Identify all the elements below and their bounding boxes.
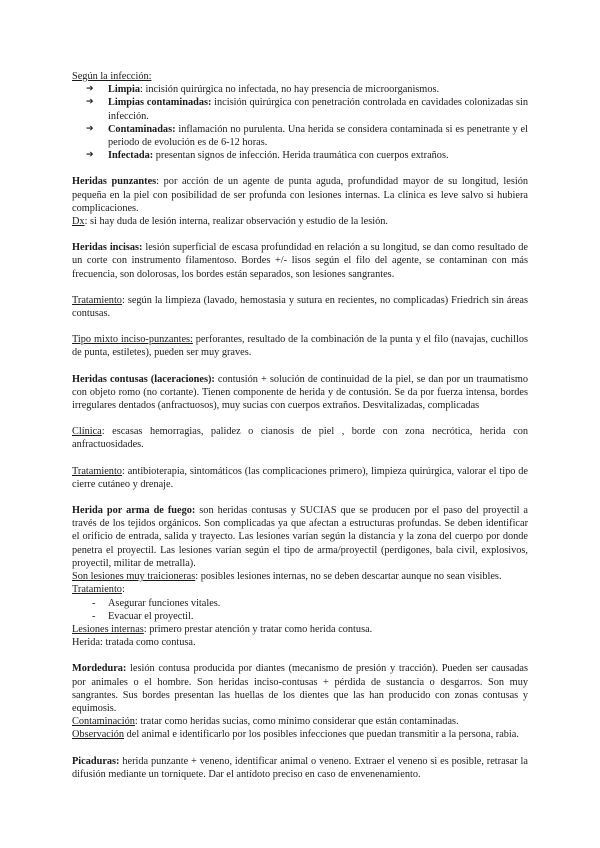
paragraph-incisas-tratamiento: Tratamiento: según la limpieza (lavado, hemostasia y sutura en recientes, no complicadas) Friedrich sin áreas contusas. [72,294,528,320]
paragraph-contaminacion: Contaminación: tratar como heridas sucias, como mínimo considerar que están contaminadas. [72,716,459,728]
list-item: ➔ Infectada: presentan signos de infección. Herida traumática con cuerpos extraños. [72,149,528,162]
list-item: - Asegurar funciones vitales. [72,597,528,610]
paragraph-picaduras: Picaduras: herida punzante + veneno, identificar animal o veneno. Extraer el veneno si es posible, retrasar la difusión mediante un torniquete. Dar el antídoto preciso en caso de envenenamiento. [72,755,528,780]
document-page [72,70,528,781]
paragraph-punzantes: Heridas punzantes: por acción de un agente de punta aguda, profundidad mayor de su longitud, lesión pequeña en la piel con posibilidad de ser profunda con lesiones internas. La clínica es leve salvo si hubiera complicaciones. [72,176,528,214]
paragraph-mixto: Tipo mixto inciso-punzantes: perforantes, resultado de la combinación de la punta y el filo (navajas, cuchillos de punta, estiletes), pueden ser muy graves. [72,334,528,359]
list-item: ➔ Limpia: incisión quirúrgica no infectada, no hay presencia de microorganismos. [72,83,528,96]
paragraph-fuego-tratamiento: Tratamiento: [72,584,125,596]
paragraph-mordedura: Mordedura: lesión contusa producida por diantes (mecanismo de presión y tracción). Pueden ser causadas por animales o el hombre. Son heridas inciso-contusas + pérdida de sustancia o desgarros. Son muy sangrantes. Sus bordes presentan las huellas de los dientes que las han producido con zonas contusas y equimosis. [72,663,528,714]
paragraph-traicioneras: Son lesiones muy traicioneras: posibles lesiones internas, no se deben descartar aunque no sean visibles. [72,571,502,583]
infection-heading: Según la infección: [72,71,152,82]
infection-list [72,83,528,162]
paragraph-observacion: Observación del animal e identificarlo por los posibles infecciones que puedan transmitir a la persona, rabia. [72,729,519,741]
paragraph-herida-contusa: Herida: tratada como contusa. [72,637,196,649]
paragraph-arma-fuego: Herida por arma de fuego: son heridas contusas y SUCIAS que se producen por el paso del proyectil a través de los tejidos orgánicos. Son complicadas ya que afectan a estructuras profundas. Se deben identificar el orificio de entrada, salida y trayecto. Las lesiones varían según la distancia y la zona del cuerpo por donde penetra el proyectil. Las lesiones varían según el tipo de arma/proyectil (perdigones, bala civil, explosivos, proyectil, militar de metralla). [72,505,529,569]
paragraph-contusas: Heridas contusas (laceraciones): contusión + solución de continuidad de la piel, se dan por un traumatismo con objeto romo (no cortante). Tienen componente de herida y de contusión. Se da por fuerza intensa, bordes irregulares dentados (anfractuosos), muy sucias con cuerpos extraños. Desvitalizadas, complicadas [72,373,528,412]
paragraph-dx: Dx: si hay duda de lesión interna, realizar observación y estudio de la lesión. [72,216,388,228]
paragraph-lesiones-internas: Lesiones internas: primero prestar atención y tratar como herida contusa. [72,623,373,635]
fuego-tratamiento-list [72,597,528,623]
list-item: ➔ Contaminadas: inflamación no purulenta. Una herida se considera contaminada si es penetrante y el periodo de evolución es de 6-12 horas. [72,123,528,149]
list-item: ➔ Limpias contaminadas: incisión quirúrgica con penetración controlada en cavidades colonizadas sin infección. [72,96,528,122]
paragraph-incisas: Heridas incisas: lesión superficial de escasa profundidad en relación a su longitud, se dan como resultado de un corte con instrumento filamentoso. Bordes +/- lisos según el filo del agente, se contaminan con más frecuencia, son dolorosas, los bordes están separados, son lesiones sangrantes. [72,242,529,280]
list-item: - Evacuar el proyectil. [72,610,528,623]
paragraph-contusas-tratamiento: Tratamiento: antibioterapia, sintomáticos (las complicaciones primero), limpieza quirúrgica, valorar el tipo de cierre cutáneo y drenaje. [72,465,528,490]
paragraph-clinica: Clínica: escasas hemorragias, palidez o cianosis de piel , borde con zona necrótica, herida con anfractuosidades. [72,426,528,451]
